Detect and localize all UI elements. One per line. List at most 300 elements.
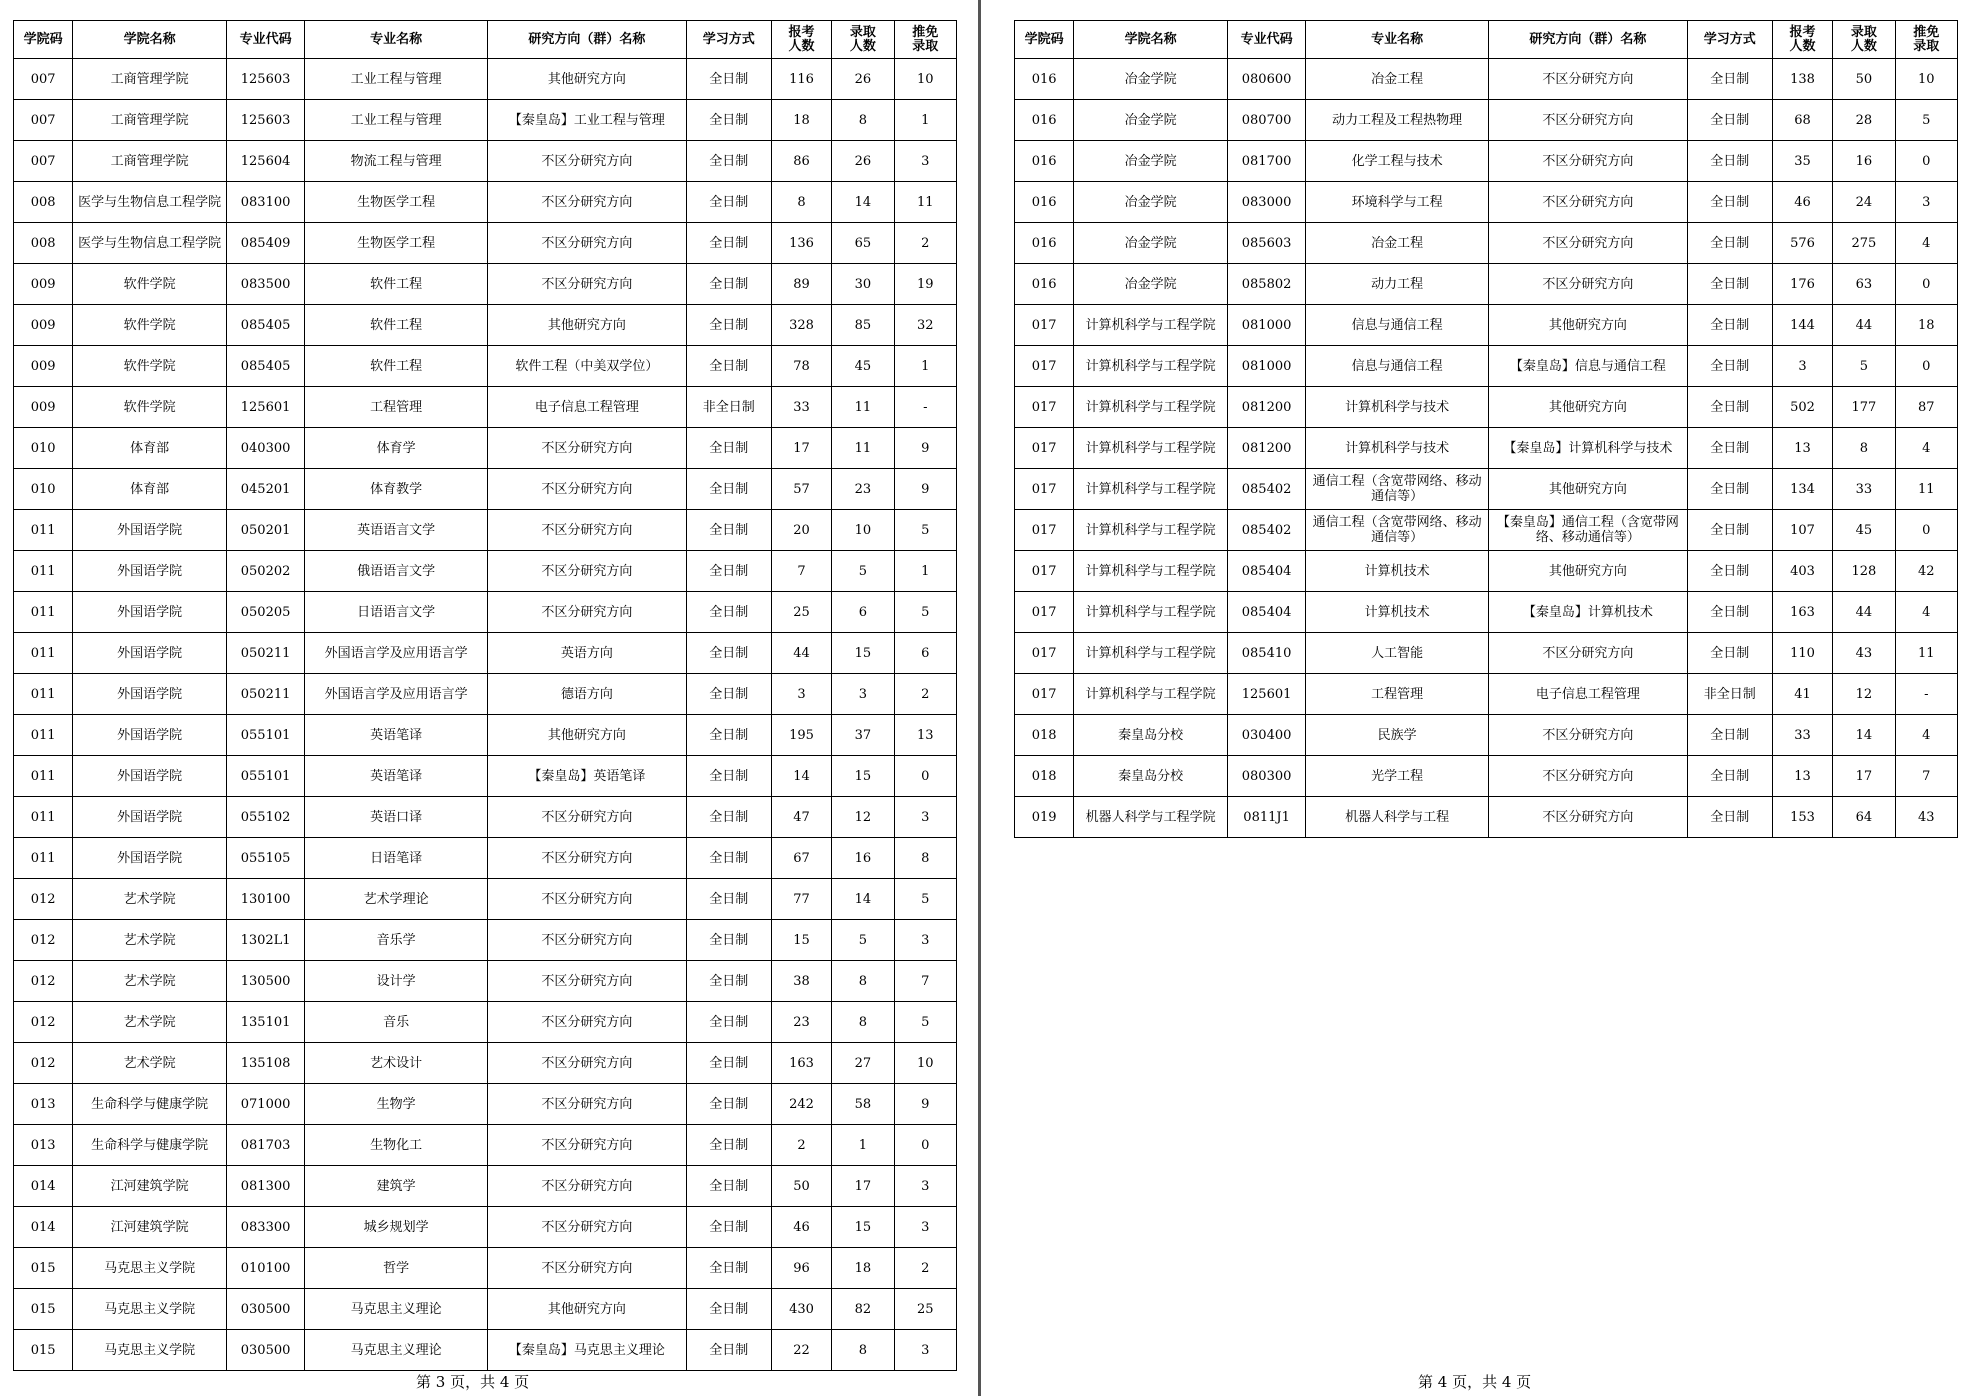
cell-major-code: 081200 [1228, 387, 1306, 428]
header-study-mode: 学习方式 [1687, 21, 1772, 59]
cell-college-name: 计算机科学与工程学院 [1074, 305, 1228, 346]
cell-major-code: 030400 [1228, 715, 1306, 756]
cell-exempt-admitted: 11 [894, 182, 956, 223]
cell-college-code: 011 [14, 715, 73, 756]
cell-college-code: 018 [1015, 715, 1074, 756]
cell-major-code: 050201 [227, 510, 305, 551]
cell-major-name: 软件工程 [305, 264, 488, 305]
cell-major-code: 055105 [227, 838, 305, 879]
cell-admitted: 177 [1833, 387, 1895, 428]
cell-admitted: 16 [1833, 141, 1895, 182]
cell-study-mode: 全日制 [1687, 592, 1772, 633]
cell-major-name: 计算机技术 [1306, 551, 1489, 592]
cell-major-code: 083100 [227, 182, 305, 223]
cell-major-name: 工程管理 [305, 387, 488, 428]
cell-college-code: 009 [14, 387, 73, 428]
cell-major-code: 050205 [227, 592, 305, 633]
table-header-row [14, 21, 957, 59]
table-row [14, 141, 957, 182]
cell-major-name: 计算机科学与技术 [1306, 428, 1489, 469]
table-row [1015, 100, 1958, 141]
cell-study-mode: 全日制 [686, 469, 771, 510]
table-row [14, 633, 957, 674]
cell-study-mode: 全日制 [686, 1002, 771, 1043]
table-row [1015, 797, 1958, 838]
cell-admitted: 14 [832, 182, 894, 223]
cell-exempt-admitted: 18 [1895, 305, 1957, 346]
cell-major-name: 生物学 [305, 1084, 488, 1125]
cell-college-name: 计算机科学与工程学院 [1074, 592, 1228, 633]
cell-college-name: 计算机科学与工程学院 [1074, 387, 1228, 428]
cell-applicants: 47 [771, 797, 831, 838]
header-college-name: 学院名称 [1074, 21, 1228, 59]
cell-study-mode: 全日制 [686, 920, 771, 961]
cell-college-code: 016 [1015, 100, 1074, 141]
cell-major-name: 艺术学理论 [305, 879, 488, 920]
table-row [1015, 223, 1958, 264]
cell-applicants: 50 [771, 1166, 831, 1207]
cell-admitted: 17 [1833, 756, 1895, 797]
cell-college-code: 011 [14, 674, 73, 715]
cell-major-code: 030500 [227, 1330, 305, 1371]
cell-major-code: 085404 [1228, 592, 1306, 633]
cell-admitted: 8 [1833, 428, 1895, 469]
cell-major-name: 工业工程与管理 [305, 100, 488, 141]
cell-college-code: 017 [1015, 510, 1074, 551]
cell-exempt-admitted: 1 [894, 346, 956, 387]
table-row [1015, 469, 1958, 510]
cell-exempt-admitted: 2 [894, 223, 956, 264]
cell-major-code: 055102 [227, 797, 305, 838]
cell-applicants: 153 [1772, 797, 1832, 838]
cell-admitted: 16 [832, 838, 894, 879]
cell-study-mode: 全日制 [1687, 141, 1772, 182]
cell-study-mode: 全日制 [686, 100, 771, 141]
cell-major-name: 计算机科学与技术 [1306, 387, 1489, 428]
cell-applicants: 136 [771, 223, 831, 264]
cell-exempt-admitted: 5 [894, 510, 956, 551]
cell-college-name: 医学与生物信息工程学院 [73, 182, 227, 223]
cell-exempt-admitted: 0 [894, 1125, 956, 1166]
cell-major-code: 081703 [227, 1125, 305, 1166]
cell-research-direction: 不区分研究方向 [488, 838, 687, 879]
cell-college-name: 体育部 [73, 428, 227, 469]
cell-college-name: 外国语学院 [73, 510, 227, 551]
cell-applicants: 22 [771, 1330, 831, 1371]
cell-admitted: 23 [832, 469, 894, 510]
cell-college-code: 017 [1015, 592, 1074, 633]
cell-college-code: 011 [14, 551, 73, 592]
cell-major-name: 英语笔译 [305, 715, 488, 756]
cell-admitted: 15 [832, 1207, 894, 1248]
cell-admitted: 45 [1833, 510, 1895, 551]
cell-study-mode: 全日制 [686, 182, 771, 223]
cell-college-code: 019 [1015, 797, 1074, 838]
cell-study-mode: 全日制 [1687, 551, 1772, 592]
cell-college-name: 冶金学院 [1074, 182, 1228, 223]
cell-applicants: 430 [771, 1289, 831, 1330]
cell-research-direction: 不区分研究方向 [488, 1002, 687, 1043]
cell-exempt-admitted: 3 [894, 797, 956, 838]
cell-college-code: 011 [14, 510, 73, 551]
cell-college-code: 011 [14, 797, 73, 838]
cell-major-name: 俄语语言文学 [305, 551, 488, 592]
cell-exempt-admitted: - [1895, 674, 1957, 715]
cell-study-mode: 全日制 [686, 1125, 771, 1166]
cell-applicants: 13 [1772, 756, 1832, 797]
cell-college-code: 009 [14, 305, 73, 346]
cell-college-name: 艺术学院 [73, 1002, 227, 1043]
cell-major-name: 民族学 [1306, 715, 1489, 756]
cell-applicants: 13 [1772, 428, 1832, 469]
cell-exempt-admitted: 5 [894, 1002, 956, 1043]
cell-study-mode: 全日制 [686, 674, 771, 715]
cell-exempt-admitted: 4 [1895, 592, 1957, 633]
cell-college-code: 013 [14, 1125, 73, 1166]
cell-college-name: 秦皇岛分校 [1074, 756, 1228, 797]
cell-applicants: 163 [1772, 592, 1832, 633]
cell-study-mode: 全日制 [686, 838, 771, 879]
cell-research-direction: 不区分研究方向 [1489, 264, 1688, 305]
cell-admitted: 37 [832, 715, 894, 756]
cell-major-name: 机器人科学与工程 [1306, 797, 1489, 838]
table-row [1015, 551, 1958, 592]
cell-research-direction: 不区分研究方向 [488, 1248, 687, 1289]
table-row [14, 59, 957, 100]
cell-study-mode: 全日制 [686, 1330, 771, 1371]
cell-major-name: 生物化工 [305, 1125, 488, 1166]
cell-research-direction: 不区分研究方向 [488, 264, 687, 305]
cell-research-direction: 其他研究方向 [488, 715, 687, 756]
table-row [14, 1125, 957, 1166]
cell-college-name: 外国语学院 [73, 551, 227, 592]
cell-major-name: 光学工程 [1306, 756, 1489, 797]
cell-applicants: 403 [1772, 551, 1832, 592]
cell-college-name: 马克思主义学院 [73, 1248, 227, 1289]
cell-exempt-admitted: 3 [894, 141, 956, 182]
table-row [14, 1166, 957, 1207]
cell-research-direction: 不区分研究方向 [488, 1084, 687, 1125]
cell-research-direction: 英语方向 [488, 633, 687, 674]
cell-major-name: 马克思主义理论 [305, 1330, 488, 1371]
cell-major-name: 动力工程 [1306, 264, 1489, 305]
cell-college-code: 012 [14, 961, 73, 1002]
cell-study-mode: 全日制 [1687, 428, 1772, 469]
cell-college-name: 外国语学院 [73, 715, 227, 756]
cell-admitted: 12 [832, 797, 894, 838]
cell-exempt-admitted: 10 [894, 1043, 956, 1084]
header-applicants: 报考 人数 [771, 21, 831, 59]
admissions-table-page-3 [13, 20, 957, 1371]
cell-college-code: 017 [1015, 428, 1074, 469]
table-row [14, 920, 957, 961]
cell-exempt-admitted: 3 [894, 1330, 956, 1371]
page-3 [0, 0, 978, 1396]
cell-exempt-admitted: 1 [894, 100, 956, 141]
cell-college-name: 工商管理学院 [73, 59, 227, 100]
cell-study-mode: 全日制 [1687, 100, 1772, 141]
cell-applicants: 15 [771, 920, 831, 961]
cell-study-mode: 非全日制 [1687, 674, 1772, 715]
cell-research-direction: 不区分研究方向 [1489, 141, 1688, 182]
cell-study-mode: 全日制 [686, 141, 771, 182]
cell-applicants: 78 [771, 346, 831, 387]
cell-college-code: 007 [14, 100, 73, 141]
cell-exempt-admitted: 4 [1895, 715, 1957, 756]
cell-college-code: 011 [14, 838, 73, 879]
cell-applicants: 86 [771, 141, 831, 182]
cell-study-mode: 全日制 [686, 797, 771, 838]
cell-college-code: 008 [14, 223, 73, 264]
cell-research-direction: 不区分研究方向 [1489, 223, 1688, 264]
table-row [1015, 59, 1958, 100]
cell-major-name: 人工智能 [1306, 633, 1489, 674]
cell-major-name: 物流工程与管理 [305, 141, 488, 182]
cell-study-mode: 全日制 [1687, 346, 1772, 387]
cell-research-direction: 不区分研究方向 [1489, 756, 1688, 797]
cell-exempt-admitted: 0 [1895, 264, 1957, 305]
cell-research-direction: 不区分研究方向 [488, 510, 687, 551]
cell-research-direction: 德语方向 [488, 674, 687, 715]
cell-exempt-admitted: 3 [894, 1166, 956, 1207]
cell-major-name: 软件工程 [305, 305, 488, 346]
cell-research-direction: 电子信息工程管理 [488, 387, 687, 428]
cell-study-mode: 全日制 [686, 961, 771, 1002]
header-college-code: 学院码 [14, 21, 73, 59]
cell-major-name: 化学工程与技术 [1306, 141, 1489, 182]
cell-major-name: 建筑学 [305, 1166, 488, 1207]
cell-applicants: 242 [771, 1084, 831, 1125]
cell-college-code: 013 [14, 1084, 73, 1125]
cell-admitted: 5 [832, 920, 894, 961]
cell-admitted: 33 [1833, 469, 1895, 510]
cell-exempt-admitted: 5 [1895, 100, 1957, 141]
cell-exempt-admitted: 0 [1895, 510, 1957, 551]
cell-applicants: 3 [1772, 346, 1832, 387]
cell-study-mode: 全日制 [686, 879, 771, 920]
cell-college-name: 计算机科学与工程学院 [1074, 346, 1228, 387]
cell-college-name: 工商管理学院 [73, 100, 227, 141]
table-row [1015, 510, 1958, 551]
cell-applicants: 23 [771, 1002, 831, 1043]
cell-study-mode: 全日制 [686, 633, 771, 674]
table-row [14, 797, 957, 838]
header-college-code: 学院码 [1015, 21, 1074, 59]
cell-college-name: 冶金学院 [1074, 223, 1228, 264]
cell-applicants: 68 [1772, 100, 1832, 141]
cell-exempt-admitted: 2 [894, 1248, 956, 1289]
cell-college-code: 015 [14, 1289, 73, 1330]
header-research-direction: 研究方向（群）名称 [1489, 21, 1688, 59]
cell-major-code: 085402 [1228, 469, 1306, 510]
table-row [14, 428, 957, 469]
cell-exempt-admitted: 0 [1895, 346, 1957, 387]
cell-exempt-admitted: 0 [1895, 141, 1957, 182]
header-applicants: 报考 人数 [1772, 21, 1832, 59]
cell-college-code: 016 [1015, 141, 1074, 182]
cell-research-direction: 其他研究方向 [1489, 305, 1688, 346]
cell-applicants: 2 [771, 1125, 831, 1166]
cell-college-name: 艺术学院 [73, 920, 227, 961]
cell-major-code: 080700 [1228, 100, 1306, 141]
table-row [14, 674, 957, 715]
cell-research-direction: 不区分研究方向 [488, 469, 687, 510]
cell-college-name: 艺术学院 [73, 879, 227, 920]
table-row [1015, 305, 1958, 346]
table-row [14, 1330, 957, 1371]
cell-college-name: 艺术学院 [73, 1043, 227, 1084]
cell-study-mode: 全日制 [686, 1289, 771, 1330]
cell-major-code: 071000 [227, 1084, 305, 1125]
cell-exempt-admitted: 32 [894, 305, 956, 346]
cell-research-direction: 不区分研究方向 [488, 920, 687, 961]
cell-college-name: 计算机科学与工程学院 [1074, 428, 1228, 469]
cell-study-mode: 全日制 [686, 551, 771, 592]
table-row [1015, 756, 1958, 797]
cell-college-code: 017 [1015, 346, 1074, 387]
cell-major-code: 130100 [227, 879, 305, 920]
cell-college-name: 医学与生物信息工程学院 [73, 223, 227, 264]
cell-major-name: 英语笔译 [305, 756, 488, 797]
cell-major-name: 环境科学与工程 [1306, 182, 1489, 223]
cell-major-name: 日语语言文学 [305, 592, 488, 633]
cell-research-direction: 不区分研究方向 [488, 961, 687, 1002]
cell-admitted: 85 [832, 305, 894, 346]
cell-major-name: 工业工程与管理 [305, 59, 488, 100]
cell-admitted: 58 [832, 1084, 894, 1125]
cell-research-direction: 不区分研究方向 [488, 1125, 687, 1166]
cell-applicants: 116 [771, 59, 831, 100]
cell-major-code: 081200 [1228, 428, 1306, 469]
cell-exempt-admitted: 87 [1895, 387, 1957, 428]
cell-exempt-admitted: 8 [894, 838, 956, 879]
cell-major-code: 135101 [227, 1002, 305, 1043]
table-row [14, 469, 957, 510]
cell-college-code: 012 [14, 1043, 73, 1084]
cell-exempt-admitted: - [894, 387, 956, 428]
cell-college-code: 018 [1015, 756, 1074, 797]
cell-admitted: 26 [832, 141, 894, 182]
table-row [1015, 141, 1958, 182]
cell-college-name: 外国语学院 [73, 592, 227, 633]
header-major-name: 专业名称 [1306, 21, 1489, 59]
cell-research-direction: 不区分研究方向 [1489, 633, 1688, 674]
cell-admitted: 18 [832, 1248, 894, 1289]
cell-study-mode: 全日制 [686, 1166, 771, 1207]
cell-major-code: 030500 [227, 1289, 305, 1330]
cell-admitted: 3 [832, 674, 894, 715]
cell-college-name: 秦皇岛分校 [1074, 715, 1228, 756]
cell-college-code: 017 [1015, 633, 1074, 674]
header-major-code: 专业代码 [1228, 21, 1306, 59]
cell-applicants: 576 [1772, 223, 1832, 264]
cell-exempt-admitted: 3 [894, 1207, 956, 1248]
cell-college-code: 016 [1015, 182, 1074, 223]
cell-applicants: 96 [771, 1248, 831, 1289]
cell-college-code: 017 [1015, 305, 1074, 346]
table-row [14, 1207, 957, 1248]
cell-research-direction: 【秦皇岛】计算机技术 [1489, 592, 1688, 633]
cell-study-mode: 全日制 [686, 1043, 771, 1084]
table-body [14, 59, 957, 1371]
cell-major-name: 工程管理 [1306, 674, 1489, 715]
cell-admitted: 43 [1833, 633, 1895, 674]
cell-college-code: 011 [14, 592, 73, 633]
table-row [1015, 674, 1958, 715]
cell-admitted: 44 [1833, 592, 1895, 633]
cell-college-code: 017 [1015, 469, 1074, 510]
table-row [14, 879, 957, 920]
cell-major-name: 冶金工程 [1306, 59, 1489, 100]
cell-exempt-admitted: 6 [894, 633, 956, 674]
cell-major-code: 125604 [227, 141, 305, 182]
cell-admitted: 15 [832, 633, 894, 674]
cell-college-code: 012 [14, 879, 73, 920]
cell-college-name: 外国语学院 [73, 838, 227, 879]
cell-admitted: 15 [832, 756, 894, 797]
cell-major-code: 081000 [1228, 346, 1306, 387]
table-row [14, 1289, 957, 1330]
cell-admitted: 17 [832, 1166, 894, 1207]
cell-admitted: 8 [832, 1330, 894, 1371]
cell-college-name: 软件学院 [73, 387, 227, 428]
cell-major-name: 城乡规划学 [305, 1207, 488, 1248]
cell-college-name: 江河建筑学院 [73, 1166, 227, 1207]
cell-applicants: 38 [771, 961, 831, 1002]
cell-research-direction: 【秦皇岛】工业工程与管理 [488, 100, 687, 141]
cell-exempt-admitted: 1 [894, 551, 956, 592]
cell-major-code: 055101 [227, 756, 305, 797]
cell-study-mode: 非全日制 [686, 387, 771, 428]
cell-applicants: 163 [771, 1043, 831, 1084]
cell-major-code: 050211 [227, 674, 305, 715]
cell-college-code: 015 [14, 1248, 73, 1289]
cell-college-name: 计算机科学与工程学院 [1074, 510, 1228, 551]
cell-exempt-admitted: 9 [894, 469, 956, 510]
table-row [14, 387, 957, 428]
header-admitted: 录取 人数 [1833, 21, 1895, 59]
cell-college-name: 计算机科学与工程学院 [1074, 551, 1228, 592]
cell-major-code: 130500 [227, 961, 305, 1002]
cell-applicants: 44 [771, 633, 831, 674]
cell-major-name: 通信工程（含宽带网络、移动通信等） [1306, 469, 1489, 510]
cell-major-code: 050211 [227, 633, 305, 674]
cell-admitted: 8 [832, 100, 894, 141]
cell-major-name: 设计学 [305, 961, 488, 1002]
cell-research-direction: 不区分研究方向 [488, 1166, 687, 1207]
cell-admitted: 14 [832, 879, 894, 920]
cell-admitted: 5 [1833, 346, 1895, 387]
page-number-text: 第 3 页，共 4 页 [416, 1373, 530, 1391]
table-row [1015, 346, 1958, 387]
table-row [14, 264, 957, 305]
cell-college-name: 生命科学与健康学院 [73, 1125, 227, 1166]
cell-major-code: 085405 [227, 305, 305, 346]
table-header-row [1015, 21, 1958, 59]
cell-study-mode: 全日制 [686, 592, 771, 633]
cell-major-code: 125603 [227, 100, 305, 141]
cell-admitted: 27 [832, 1043, 894, 1084]
cell-study-mode: 全日制 [1687, 59, 1772, 100]
cell-research-direction: 其他研究方向 [488, 1289, 687, 1330]
cell-major-code: 080300 [1228, 756, 1306, 797]
cell-major-code: 040300 [227, 428, 305, 469]
table-row [14, 182, 957, 223]
cell-exempt-admitted: 43 [1895, 797, 1957, 838]
cell-applicants: 77 [771, 879, 831, 920]
cell-major-code: 085404 [1228, 551, 1306, 592]
cell-major-code: 135108 [227, 1043, 305, 1084]
